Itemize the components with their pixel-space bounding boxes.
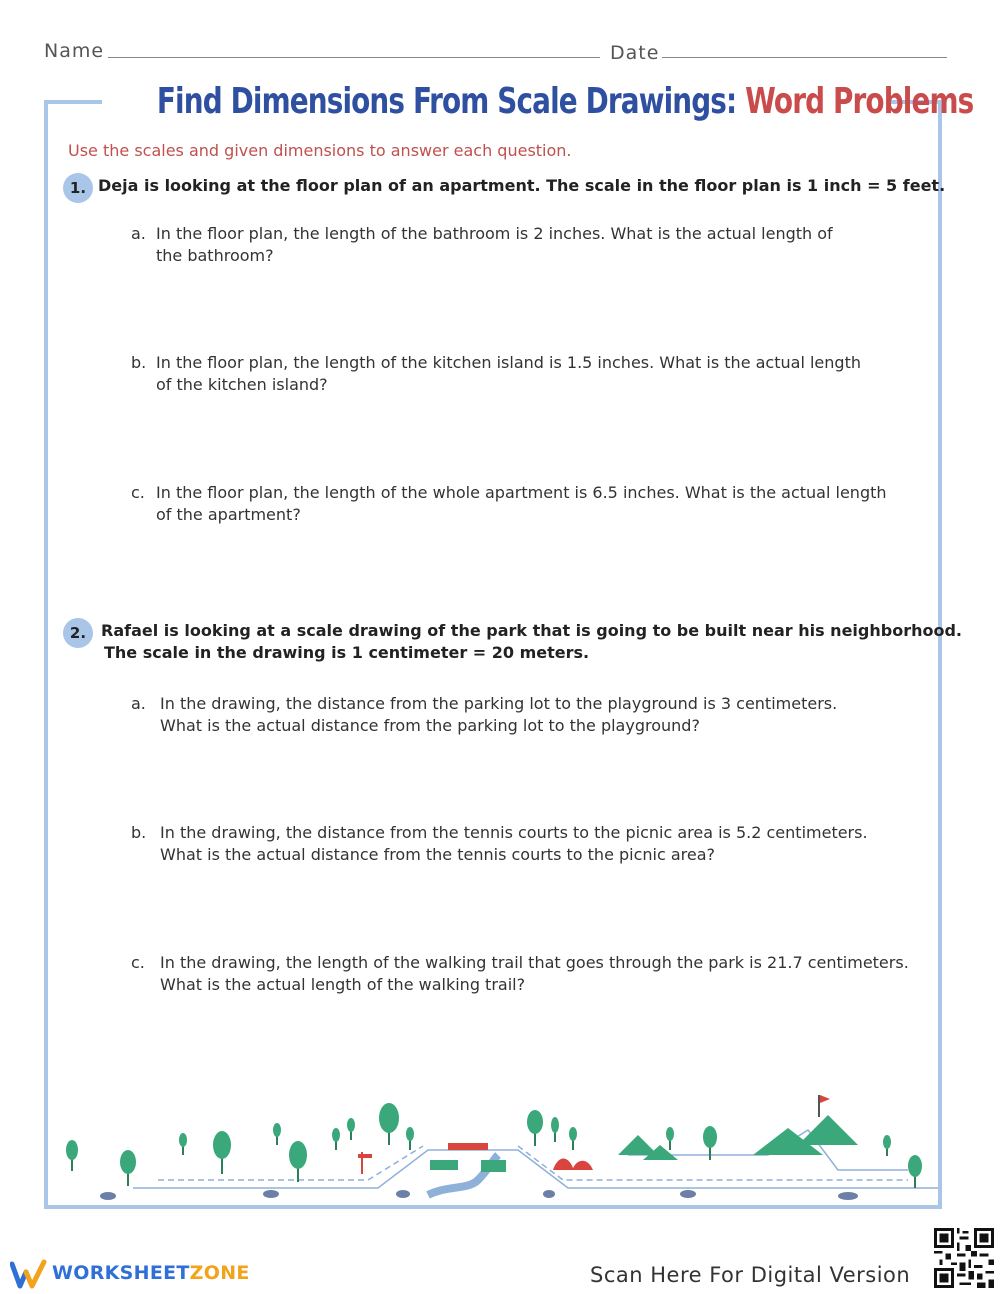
question-2c-line-2: What is the actual length of the walking trail? <box>160 975 526 994</box>
playground <box>358 1143 593 1174</box>
question-2a-line-1: In the drawing, the distance from the parking lot to the playground is 3 centimeters. <box>160 694 838 713</box>
question-2c-letter: c. <box>131 953 145 972</box>
instructions: Use the scales and given dimensions to answer each question. <box>68 141 572 160</box>
question-1b <box>131 352 891 400</box>
tree <box>666 1127 674 1150</box>
question-2a-letter: a. <box>131 694 146 713</box>
tree <box>527 1110 543 1146</box>
question-1a-line-1: In the floor plan, the length of the bathroom is 2 inches. What is the actual length of <box>156 224 833 243</box>
rocks <box>100 1190 858 1200</box>
park-areas <box>430 1160 506 1172</box>
name-label: Name <box>44 40 105 62</box>
tree <box>66 1140 78 1171</box>
question-1a <box>131 223 891 271</box>
brand-part-1: WORKSHEET <box>52 1262 190 1284</box>
question-2b-letter: b. <box>131 823 147 842</box>
tree <box>273 1123 281 1145</box>
question-2a <box>131 693 911 741</box>
question-2b <box>131 822 911 870</box>
tree <box>289 1141 307 1182</box>
tree <box>332 1128 340 1150</box>
title-part-1: Find Dimensions From Scale Drawings: <box>156 81 737 122</box>
hills <box>618 1115 858 1160</box>
flag <box>818 1095 830 1117</box>
question-2-text-line-1: Rafael is looking at a scale drawing of the park that is going to be built near his neighborhood. <box>101 621 962 640</box>
question-2-number: 2. <box>63 618 93 648</box>
title-part-2: Word Problems <box>745 81 974 122</box>
frame-top-left <box>44 100 102 104</box>
question-1b-letter: b. <box>131 353 147 372</box>
question-1c-line-2: of the apartment? <box>156 505 301 524</box>
park-scene-illustration <box>48 1090 938 1205</box>
question-1-number: 1. <box>63 173 93 203</box>
tree <box>406 1127 414 1150</box>
tree <box>569 1127 577 1150</box>
page-title <box>156 78 974 126</box>
question-2c-line-1: In the drawing, the length of the walking trail that goes through the park is 21.7 centimeters. <box>160 953 909 972</box>
brand-part-2: ZONE <box>189 1262 250 1284</box>
question-1a-letter: a. <box>131 224 146 243</box>
name-date-row <box>44 40 949 66</box>
tree <box>883 1135 891 1156</box>
tree <box>551 1117 559 1142</box>
question-1a-line-2: the bathroom? <box>156 246 274 265</box>
question-1b-line-2: of the kitchen island? <box>156 375 328 394</box>
question-1b-line-1: In the floor plan, the length of the kitchen island is 1.5 inches. What is the actual length <box>156 353 861 372</box>
tree <box>908 1155 922 1188</box>
date-field[interactable] <box>662 57 947 58</box>
tree <box>213 1131 231 1174</box>
tree <box>120 1150 136 1186</box>
brand-logo-text <box>52 1262 250 1284</box>
question-2a-line-2: What is the actual distance from the parking lot to the playground? <box>160 716 700 735</box>
question-2b-line-2: What is the actual distance from the tennis courts to the picnic area? <box>160 845 716 864</box>
scan-text: Scan Here For Digital Version <box>590 1263 911 1287</box>
question-1c-line-1: In the floor plan, the length of the whole apartment is 6.5 inches. What is the actual length <box>156 483 887 502</box>
tree <box>379 1103 399 1145</box>
worksheet-zone-logo-icon <box>10 1258 48 1290</box>
tree <box>347 1118 355 1140</box>
tree <box>179 1133 187 1155</box>
question-1-text: Deja is looking at the floor plan of an apartment. The scale in the floor plan is 1 inch = 5 feet. <box>98 176 946 195</box>
question-1c-letter: c. <box>131 483 145 502</box>
name-field[interactable] <box>108 57 600 58</box>
qr-code-icon[interactable] <box>934 1228 994 1288</box>
question-2c <box>131 952 931 1000</box>
question-1c <box>131 482 921 530</box>
question-2b-line-1: In the drawing, the distance from the tennis courts to the picnic area is 5.2 centimeters. <box>160 823 868 842</box>
date-label: Date <box>610 42 660 64</box>
question-2-text-line-2: The scale in the drawing is 1 centimeter = 20 meters. <box>104 643 590 662</box>
